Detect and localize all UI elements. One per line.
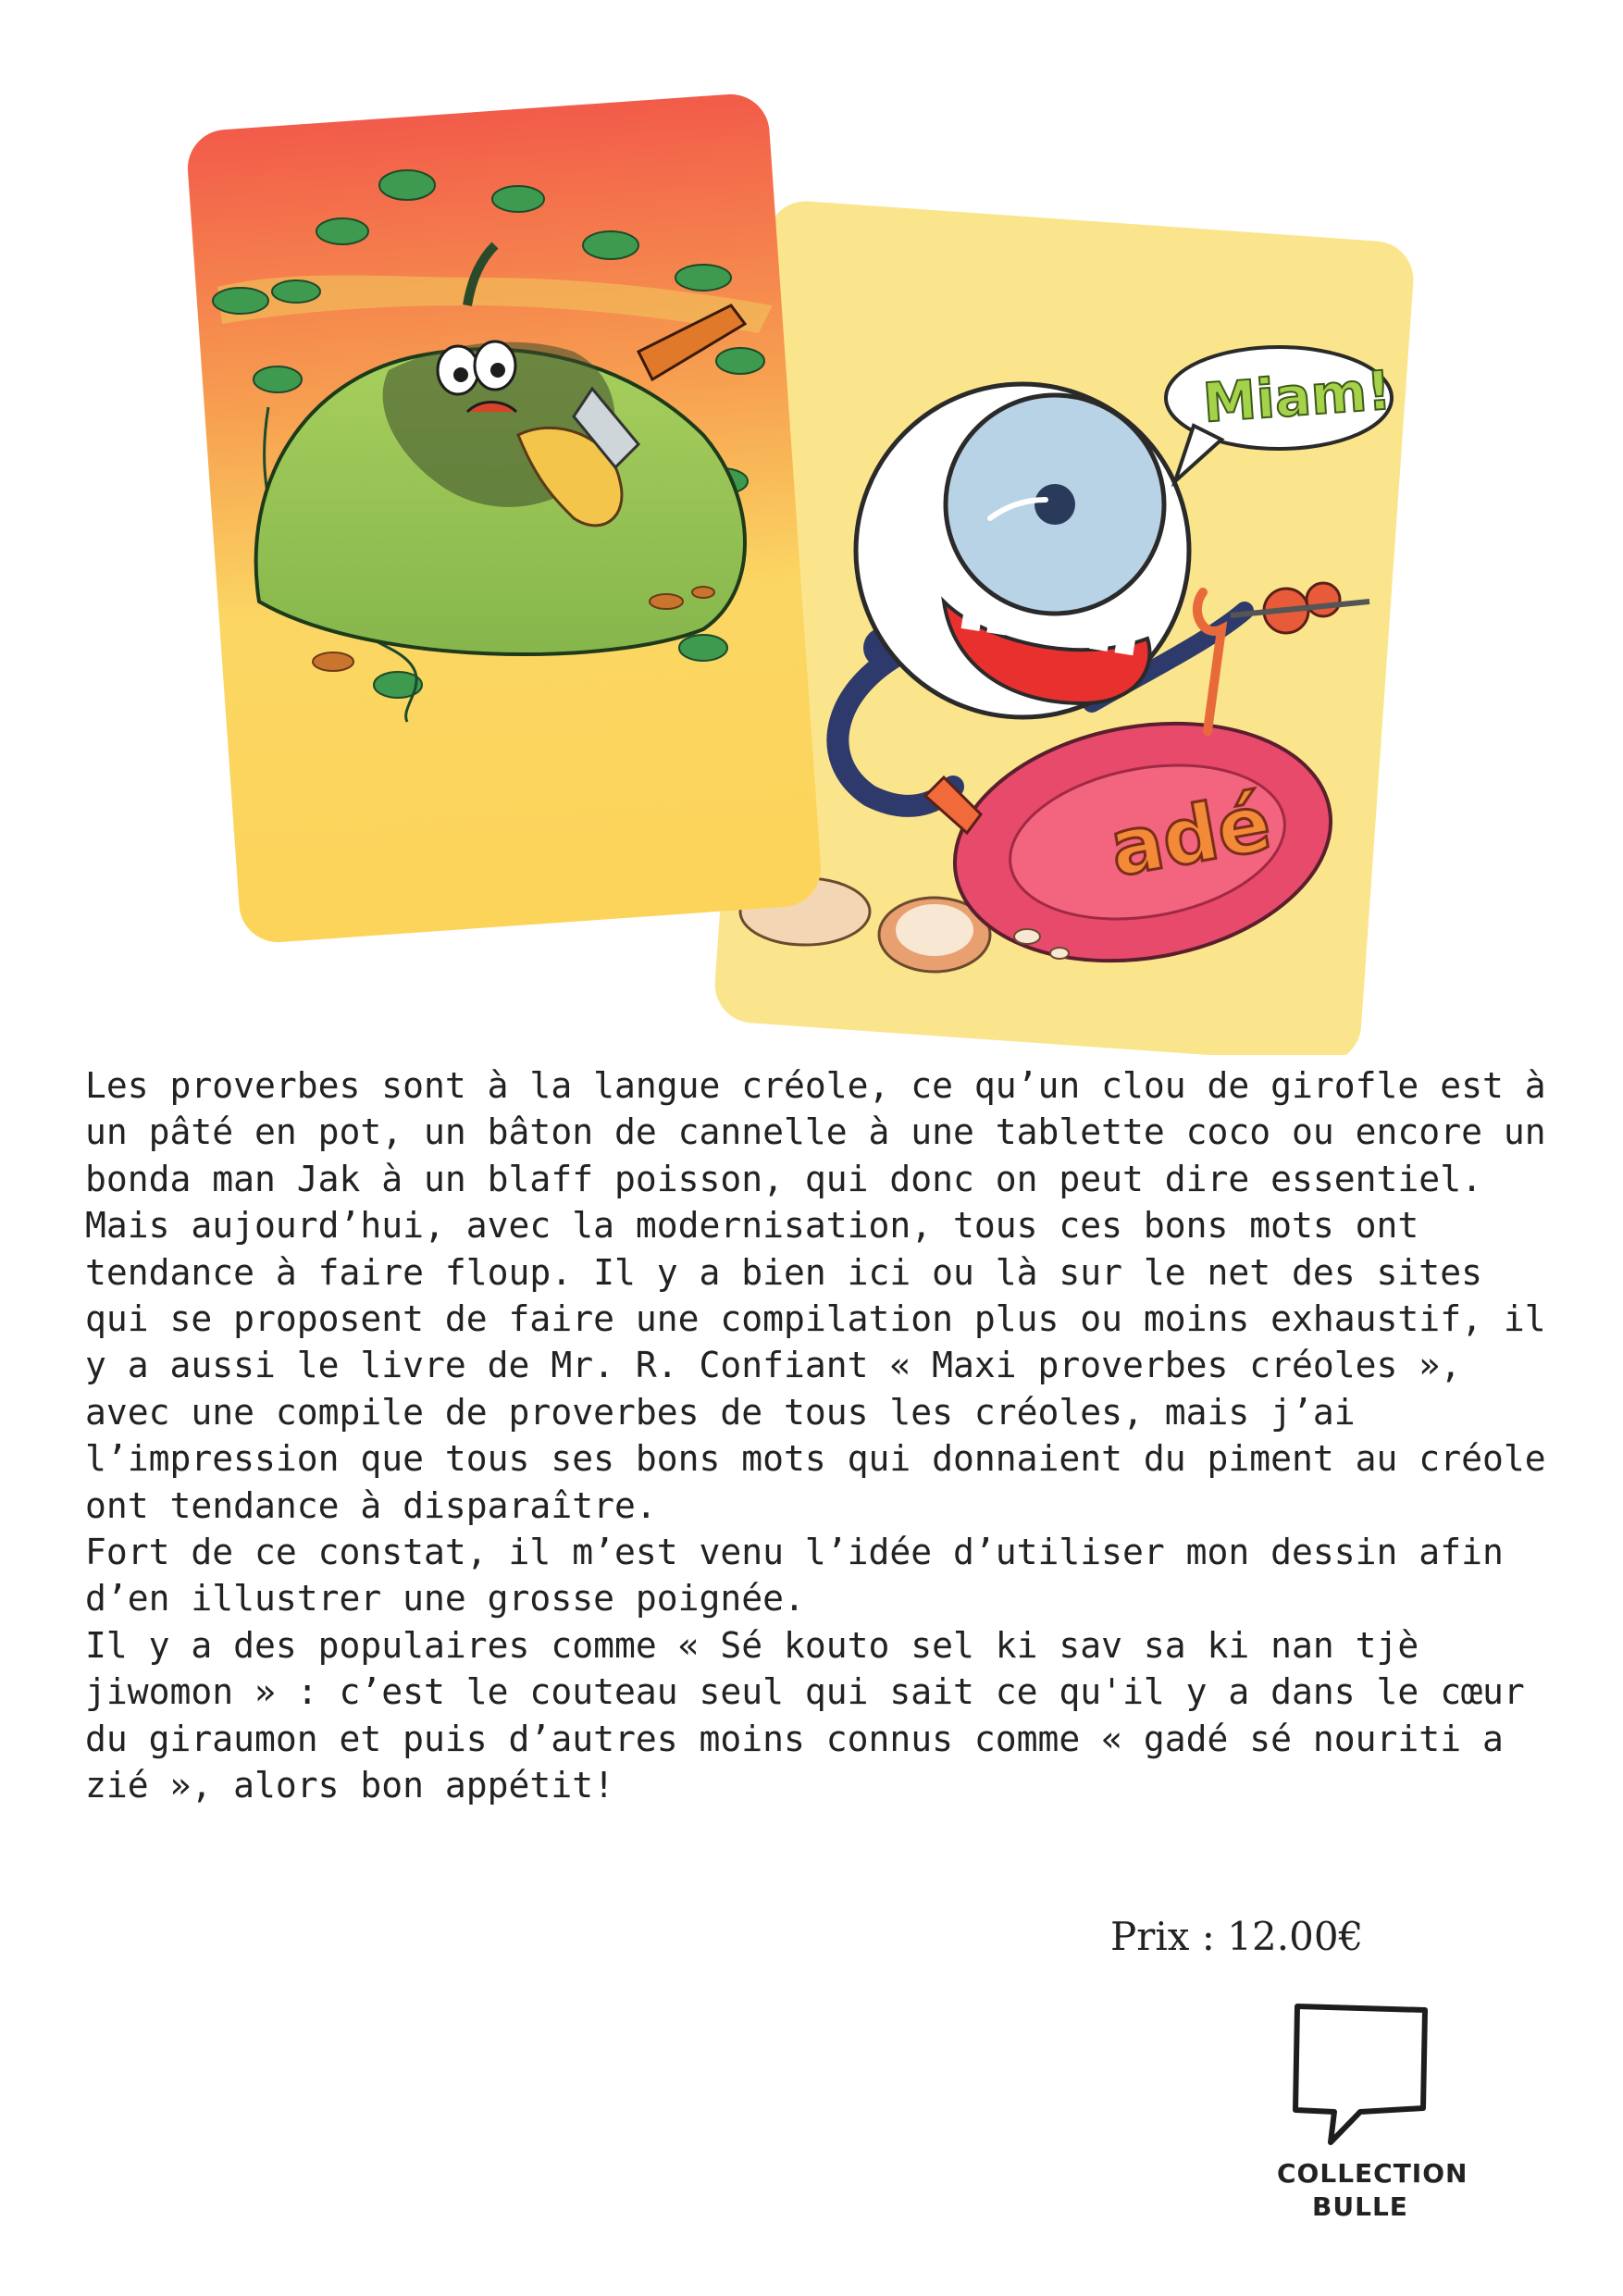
robot-pupil: [1035, 484, 1075, 525]
paragraph: Il y a des populaires comme « Sé kouto sel ki sav sa ki nan tjè jiwomon » : c’est le couteau seul qui sait ce qu'il y a dans le cœur du giraumon et puis d’autres moins connus comme « gadé sé nouriti a zié », alors bon appétit!: [85, 1624, 1525, 1806]
paragraph: Mais aujourd’hui, avec la modernisation, tous ces bons mots ont tendance à faire floup. Il y a bien ici ou là sur le net des sites qui se proposent de faire une compilation plus ou moins exhaustif, il y a aussi le livre de Mr. R. Confiant « Maxi proverbes créoles », avec une compile de proverbes de tous les créoles, mais j’ai l’impression que tous ses bons mots qui donnaient du piment au créole ont tendance à disparaître.: [85, 1205, 1546, 1526]
speech-text: Miam!: [1200, 358, 1394, 435]
price-label: Prix : 12.00€: [1110, 1914, 1364, 1959]
cards-artwork: [0, 0, 1623, 1055]
logo-line-collection: COLLECTION: [1277, 2158, 1468, 2189]
plate-text: adé: [1103, 776, 1278, 895]
description-text: [85, 1062, 1547, 1809]
paragraph: Les proverbes sont à la langue créole, ce qu’un clou de girofle est à un pâté en pot, un bâton de cannelle à une tablette coco ou encore un bonda man Jak à un blaff poisson, qui donc on peut dire essentiel.: [85, 1065, 1546, 1199]
paragraph: Fort de ce constat, il m’est venu l’idée d’utiliser mon dessin afin d’en illustrer une grosse poignée.: [85, 1532, 1504, 1620]
collection-logo: [1277, 1999, 1468, 2240]
logo-line-bulle: BULLE: [1312, 2191, 1408, 2222]
right-card: [712, 199, 1416, 1055]
card-illustrations: [0, 0, 1623, 1055]
speech-bubble-icon: [1277, 1999, 1443, 2156]
left-card: [185, 92, 824, 945]
bread-crumb: [896, 904, 973, 956]
